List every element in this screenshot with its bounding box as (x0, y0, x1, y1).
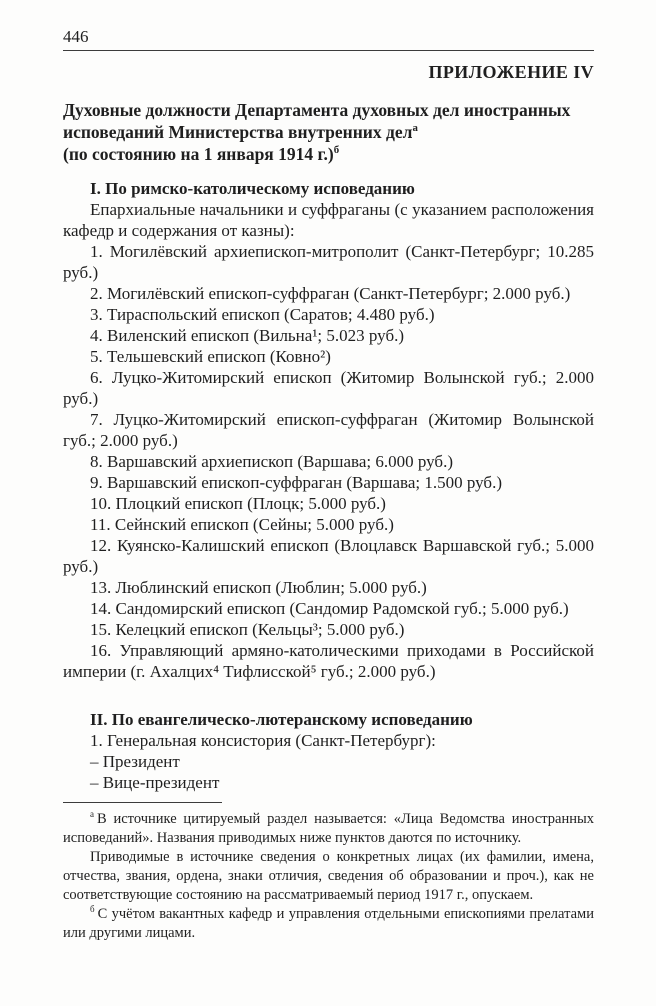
footnotes (63, 802, 594, 943)
section-roman-catholic-intro: Епархиальные начальники и суффраганы (с указанием расположения кафедр и содержания от казны): (63, 200, 594, 240)
list-item: 3. Тираспольский епископ (Саратов; 4.480 руб.) (90, 305, 435, 324)
title-main-text: Духовные должности Департамента духовных дел иностранных исповеданий Министерства внутренних дел (63, 100, 571, 142)
list-item: 1. Генеральная консистория (Санкт-Петербург): (90, 731, 436, 750)
list-item: 15. Келецкий епископ (Кельцы³; 5.000 руб.) (90, 620, 405, 639)
list-item: 13. Люблинский епископ (Люблин; 5.000 руб.) (90, 578, 427, 597)
list-item: 7. Луцко-Житомирский епископ-суффраган (Житомир Волынской губ.; 2.000 руб.) (63, 410, 594, 450)
list-item: 11. Сейнский епископ (Сейны; 5.000 руб.) (90, 515, 394, 534)
section-evangelical-lutheran (63, 709, 594, 793)
title-footnote-marker-a: а (412, 122, 418, 135)
footnote-marker-b: б (90, 904, 95, 915)
document-title (63, 99, 594, 165)
footnote-a-paragraph-2: Приводимые в источнике сведения о конкретных лицах (их фамилии, имена, отчества, звания, ордена, знаки отличия, сведения об образовании и проч.), как не соответствующие состоянию на рассматриваемый период 1917 г., опускаем. (63, 849, 594, 903)
header-rule (63, 50, 594, 51)
list-item: 4. Виленский епископ (Вильна¹; 5.023 руб.) (90, 326, 405, 345)
footnote-a-text-1: В источнике цитируемый раздел называется: «Лица Ведомства иностранных исповеданий». Названия приводимых ниже пунктов даются по источнику. (63, 811, 594, 846)
list-item: 12. Куянско-Калишский епископ (Влоцлавск Варшавской губ.; 5.000 руб.) (63, 536, 594, 576)
running-head (63, 26, 594, 47)
footnote-rule (63, 802, 222, 803)
list-item: 8. Варшавский архиепископ (Варшава; 6.000 руб.) (90, 452, 453, 471)
list-item: 6. Луцко-Житомирский епископ (Житомир Волынской губ.; 2.000 руб.) (63, 368, 594, 408)
list-item: 1. Могилёвский архиепископ-митрополит (Санкт-Петербург; 10.285 руб.) (63, 242, 594, 282)
list-item: 10. Плоцкий епископ (Плоцк; 5.000 руб.) (90, 494, 386, 513)
list-item: 9. Варшавский епископ-суффраган (Варшава; 1.500 руб.) (90, 473, 502, 492)
section-evangelical-lutheran-list (63, 730, 594, 793)
title-main-line (63, 99, 594, 143)
section-roman-catholic-heading: I. По римско-католическому исповеданию (90, 179, 415, 198)
footnote-marker-a: а (90, 809, 94, 820)
footnote-b-text: С учётом вакантных кафедр и управления отдельными епископиями прелатами или другими лицами. (63, 906, 594, 941)
footnote-a-paragraph-1 (63, 810, 594, 848)
section-roman-catholic-list (63, 241, 594, 682)
list-item: 16. Управляющий армяно-католическими приходами в Российской империи (г. Ахалцих⁴ Тифлисской⁵ губ.; 2.000 руб.) (63, 641, 594, 681)
list-item: 2. Могилёвский епископ-суффраган (Санкт-Петербург; 2.000 руб.) (90, 284, 571, 303)
list-item: 14. Сандомирский епископ (Сандомир Радомской губ.; 5.000 руб.) (90, 599, 569, 618)
appendix-heading: ПРИЛОЖЕНИЕ IV (428, 62, 594, 82)
page-header (63, 26, 594, 82)
title-date-line (63, 143, 594, 165)
page-number: 446 (63, 27, 89, 46)
title-footnote-marker-b: б (333, 144, 340, 157)
footnote-b-paragraph (63, 905, 594, 943)
list-item: – Вице-президент (90, 773, 220, 792)
title-date-text: (по состоянию на 1 января 1914 г.) (63, 144, 334, 164)
section-evangelical-lutheran-heading: II. По евангелическо-лютеранскому исповеданию (90, 710, 473, 729)
list-item: 5. Тельшевский епископ (Ковно²) (90, 347, 331, 366)
list-item: – Президент (90, 752, 180, 771)
section-roman-catholic (63, 178, 594, 682)
